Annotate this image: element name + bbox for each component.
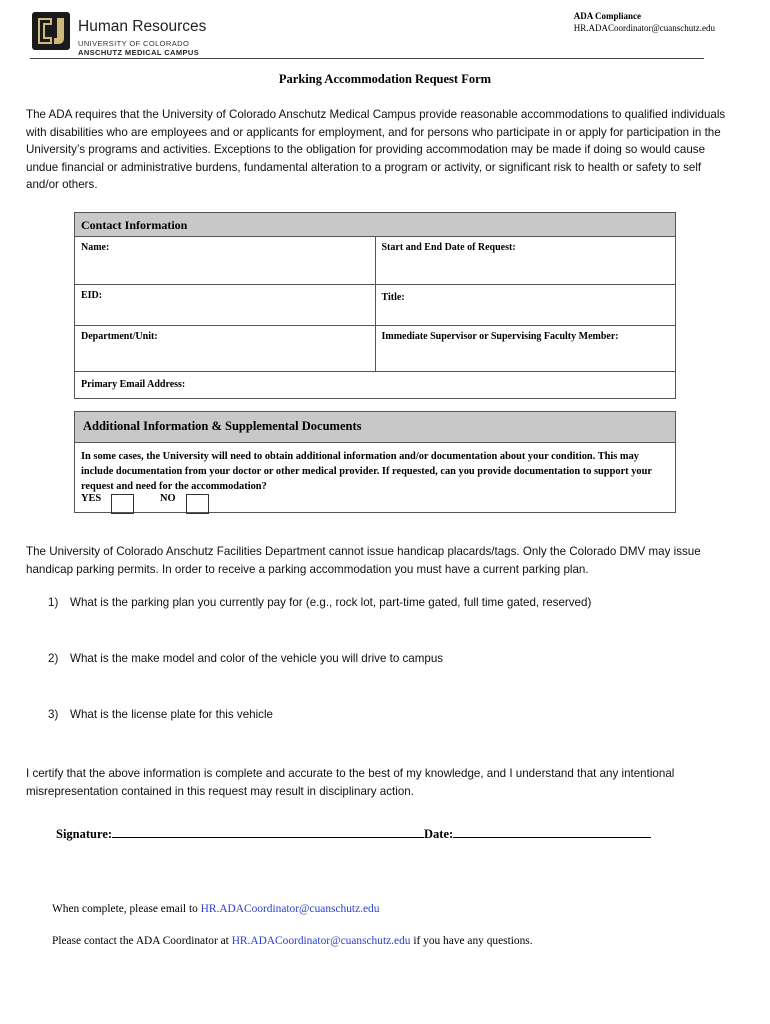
contact-instruction-suffix: if you have any questions. — [410, 935, 533, 947]
no-checkbox[interactable] — [186, 494, 209, 514]
cu-logo-icon — [32, 12, 70, 50]
question-3 — [48, 708, 273, 721]
header-contact — [574, 11, 715, 35]
header-divider — [30, 58, 704, 59]
name-field[interactable]: Name: — [81, 242, 110, 253]
ada-compliance-label: ADA Compliance — [573, 11, 641, 21]
primary-email-field[interactable]: Primary Email Address: — [81, 379, 186, 390]
certification-statement: I certify that the above information is complete and accurate to the best of my knowledge, and I understand that any intentional misrepresentation contained in this request may result in disciplinary action. — [26, 767, 675, 798]
additional-information-heading: Additional Information & Supplemental Documents — [75, 412, 675, 443]
yes-no-row — [81, 488, 669, 508]
date-label: Date: — [424, 827, 454, 841]
email-instruction — [52, 903, 379, 915]
question-1 — [48, 596, 591, 609]
documentation-question: In some cases, the University will need to obtain additional information and/or documentation about your condition. This may include documentation from your doctor or other medical provider. If requested, can you provide documentation to support your request and need for the accommodation? — [81, 451, 652, 492]
date-line[interactable] — [453, 824, 651, 838]
campus-name: ANSCHUTZ MEDICAL CAMPUS — [78, 48, 200, 57]
table-row — [75, 237, 675, 285]
additional-information-table — [74, 411, 676, 513]
contact-information-table — [74, 212, 676, 399]
yes-checkbox[interactable] — [111, 494, 134, 514]
department-field[interactable]: Department/Unit: — [81, 331, 158, 342]
email-instruction-text: When complete, please email to — [52, 903, 201, 915]
facilities-note: The University of Colorado Anschutz Facilities Department cannot issue handicap placards/tags. Only the Colorado DMV may issue handicap parking permits. In order to receive a parking accommodation you must have a current parking plan. — [26, 545, 701, 576]
contact-instruction — [52, 935, 533, 947]
table-row — [75, 372, 675, 398]
question-number: 2) — [48, 652, 59, 665]
yes-label: YES — [81, 492, 102, 504]
request-dates-field[interactable]: Start and End Date of Request: — [375, 237, 676, 284]
additional-information-body — [75, 443, 675, 512]
contact-information-heading: Contact Information — [75, 213, 675, 237]
table-row — [75, 326, 675, 372]
header-email: HR.ADACoordinator@cuanschutz.edu — [573, 23, 715, 33]
question-2 — [48, 652, 443, 665]
form-title: Parking Accommodation Request Form — [278, 72, 492, 86]
signature-row — [56, 824, 651, 842]
university-name: UNIVERSITY OF COLORADO — [78, 39, 190, 48]
question-text: What is the make model and color of the vehicle you will drive to campus — [70, 652, 444, 665]
hr-logo-text — [78, 18, 206, 57]
eid-field[interactable]: EID: — [81, 290, 103, 301]
hr-title: Human Resources — [78, 18, 207, 35]
question-number: 1) — [48, 596, 59, 609]
ada-contact-link[interactable]: HR.ADACoordinator@cuanschutz.edu — [231, 935, 411, 947]
table-row — [75, 285, 675, 326]
signature-line[interactable] — [112, 824, 424, 838]
question-text: What is the parking plan you currently pay for (e.g., rock lot, part-time gated, full time gated, reserved) — [70, 596, 592, 609]
no-label: NO — [160, 492, 176, 504]
title-field[interactable]: Title: — [375, 285, 676, 325]
supervisor-field[interactable]: Immediate Supervisor or Supervising Faculty Member: — [375, 326, 676, 371]
contact-instruction-text: Please contact the ADA Coordinator at — [52, 935, 232, 947]
question-number: 3) — [48, 708, 59, 721]
intro-paragraph: The ADA requires that the University of Colorado Anschutz Medical Campus provide reasonable accommodations to qualified individuals with disabilities who are employees and or applicants for employment, and for persons who participate in or apply for participation in the University’s programs and activities. Exceptions to the obligation for providing accommodation may be made if doing so would cause undue financial or administrative burdens, fundamental alteration to a program or activity, or significant risk to health or safety to self and/or others. — [26, 108, 726, 191]
ada-email-link[interactable]: HR.ADACoordinator@cuanschutz.edu — [200, 903, 380, 915]
signature-label: Signature: — [56, 827, 113, 841]
question-text: What is the license plate for this vehicle — [70, 708, 273, 721]
